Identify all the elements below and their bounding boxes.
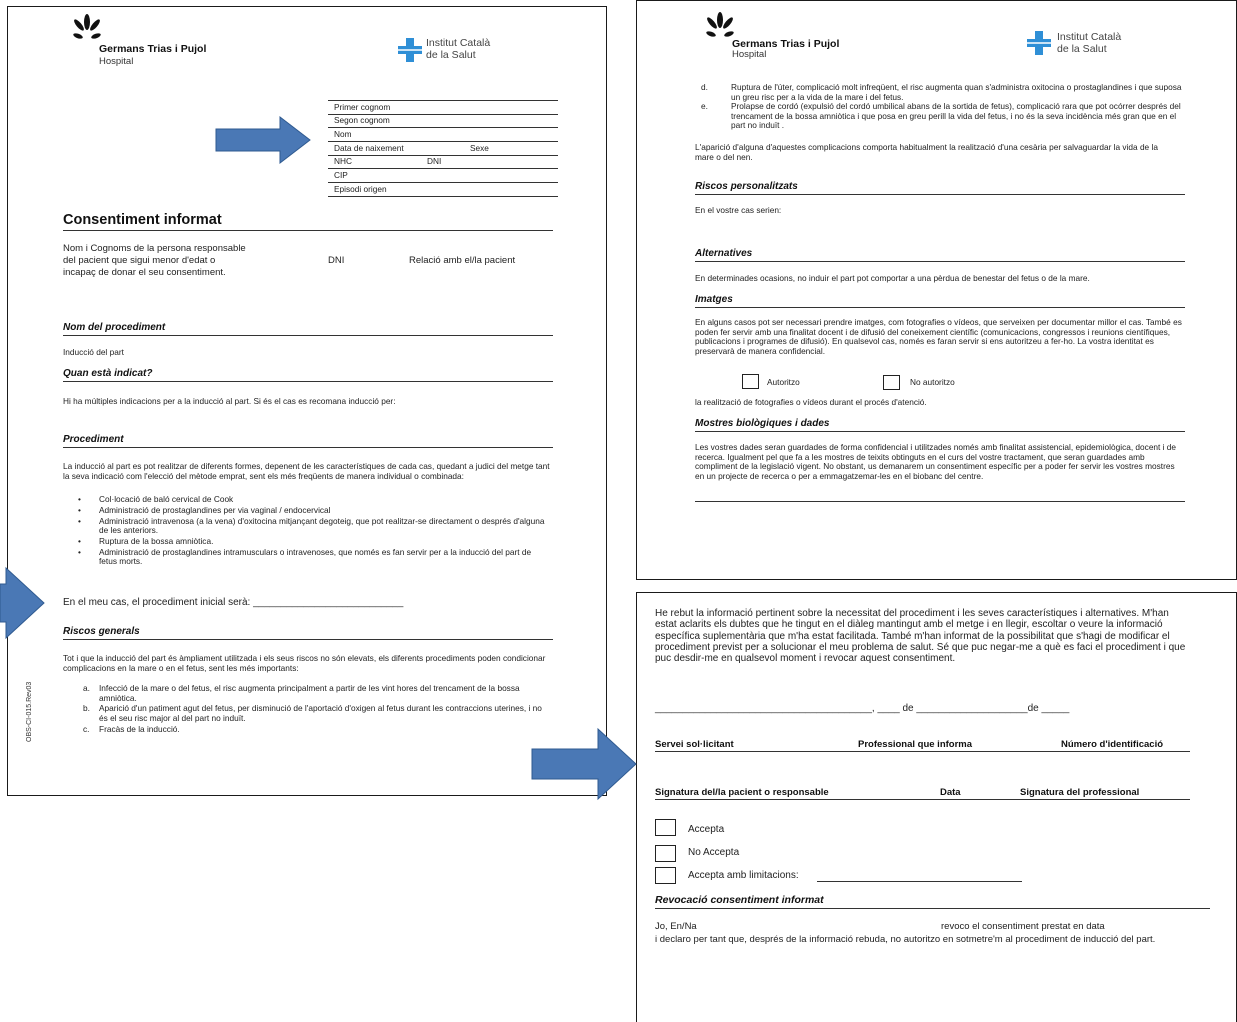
list-item: • Administració intravenosa (a la vena) d'oxitocina mitjançant degoteig, que pot realitzar-se directament o després d'alguna de les anteriors. [63,517,548,536]
list-item: • Administració de prostaglandines intramusculars o intravenoses, que només es fan servir per a la inducció del part de fetus morts. [63,548,548,567]
realitzacio-text: la realització de fotografies o vídeos durant el procés d'atenció. [695,397,927,407]
heading-alternatives: Alternatives [695,248,753,259]
quan-text: Hi ha múltiples indicacions per a la inducció al part. Si és el cas es recomana inducció per: [63,396,396,406]
accepta-checkbox[interactable] [655,819,676,836]
ics-name: Institut Català de la Salut [1057,31,1122,55]
no-autoritzo-label: No autoritzo [910,377,955,387]
list-item: b. Aparició d'un patiment agut del fetus, per disminució de l'aportació d'oxigen al fetus durant les contraccions uterines, i no és el seu risc major al del part no induït. [83,703,542,723]
ics-name: Institut Català de la Salut [426,37,491,61]
aparicio-text: L'aparició d'alguna d'aquestes complicacions comporta habitualment la realització d'una cesària per salvaguardar la vida de la mare o del nen. [695,142,1158,162]
list-item: c. Fracàs de la inducció. [83,723,180,734]
hospital-sub: Hospital [99,56,134,67]
heading-mostres: Mostres biològiques i dades [695,418,830,429]
servei-label: Servei sol·licitant [655,739,734,750]
data-label: Data [940,787,961,798]
field-cip[interactable]: CIP [328,169,558,184]
list-item: e. Prolapse de cordó (expulsió del cordó umbilical abans de la sortida de fetus), complicació rara que pot ocórrer després del trencament de la bossa amniòtica i que posa en greu perill la vida del fetus, i no és la seva incidència més gran que en el part no induït . [701,101,1181,131]
dni-label: DNI [328,255,345,266]
responsible-line-3: incapaç de donar el seu consentiment. [63,267,226,278]
riscos-text: Tot i que la inducció del part és àmpliament utilitzada i els seus riscos no són elevats, els diferents procediments poden condicionar complicacions en la mare o en el fetus, sent les més importants: [63,653,546,673]
hospital-sub: Hospital [732,49,767,60]
jo-en-label: Jo, En/Na [655,921,697,932]
heading-revocacio: Revocació consentiment informat [655,894,824,906]
field-episodi[interactable]: Episodi origen [328,182,558,197]
no-accepta-label: No Accepta [688,847,740,858]
list-item: • Ruptura de la bossa amniòtica. [63,537,548,547]
procediment-text: La inducció al part es pot realitzar de diferents formes, depenent de les característiques de cada cas, quedant a judici del metge tant la seva indicació com l'elecció del mètode emprat, sent els més freqüents de manera individual o combinada: [63,461,550,481]
date-line[interactable]: _______________________________________, ____ de ____________________de _____ [655,703,1070,714]
side-code: OBS-CI-015.Rev03 [26,681,33,742]
page-title: Consentiment informat [63,212,222,228]
revoco-label: revoco el consentiment prestat en data [941,921,1105,932]
bullet-list [63,495,548,568]
field-data-naixement[interactable]: Data de naixement Sexe [328,141,558,156]
list-item: a. Infecció de la mare o del fetus, el risc augmenta principalment a partir de les vint hores del trencament de la bossa amniòtica. [83,683,520,703]
intro-text: He rebut la informació pertinent sobre la necessitat del procediment i les seves característiques i alternatives. M'han estat aclarits els dubtes que he tingut en el diàleg mantingut amb el metge i en llegir, escoltar o veure la informació específica suplementària que m'ha estat facilitada. També m'han informat de la possibilitat que s'hagi de modificar el procediment previst per a solucionar el meu problema de salut. Sé que puc negar-me a què es faci el procediment i que puc desdir-me en qualsevol moment i revocar aquest consentiment. [655,608,1186,665]
arrow-right-icon [0,566,46,640]
signatura-pacient-label: Signatura del/la pacient o responsable [655,787,829,798]
heading-procediment: Procediment [63,434,124,445]
field-segon-cognom[interactable]: Segon cognom [328,114,558,129]
hospital-logo-icon [70,11,104,45]
page-1 [7,6,607,796]
field-primer-cognom[interactable]: Primer cognom [328,100,558,115]
page-2 [636,0,1237,580]
list-item: • Col·locació de baló cervical de Cook [63,495,548,505]
heading-imatges: Imatges [695,294,733,305]
risk-list [63,684,543,736]
accepta-limitacions-checkbox[interactable] [655,867,676,884]
arrow-right-icon [214,115,314,165]
limitacions-input-line[interactable] [817,881,1022,882]
alternatives-text: En determinades ocasions, no induir el part pot comportar a una pèrdua de benestar del fetus o de la mare. [695,273,1090,283]
nom-procediment: Inducció del part [63,347,124,357]
heading-quan: Quan està indicat? [63,368,153,379]
ics-cross-icon [398,38,422,62]
list-item: d. Ruptura de l'úter, complicació molt infreqüent, el risc augmenta quan s'administra oxitocina o prostaglandines i que suposa un greu risc per a la vida de la mare i del fetus. [701,82,1182,102]
page-3 [636,592,1237,1022]
accepta-label: Accepta [688,824,725,835]
responsible-line-2: del pacient que sigui menor d'edat o [63,255,216,266]
accepta-limitacions-label: Accepta amb limitacions: [688,870,799,881]
arrow-right-icon [530,727,640,801]
professional-informa-label: Professional que informa [858,739,973,750]
heading-nom-procediment: Nom del procediment [63,322,166,333]
responsible-line-1: Nom i Cognoms de la persona responsable [63,243,246,254]
list-item: • Administració de prostaglandines per via vaginal / endocervical [63,506,548,516]
autoritzo-checkbox[interactable] [742,374,759,389]
riscos-pers-text: En el vostre cas serien: [695,205,782,215]
hospital-name: Germans Trias i Pujol [99,43,207,55]
no-accepta-checkbox[interactable] [655,845,676,862]
imatges-text: En alguns casos pot ser necessari prendre imatges, com fotografies o vídeos, que serveixen per documentar millor el cas. També es poden fer servir amb una finalitat docent i de difusió del coneixement científic (comunicacions, congressos i reunions científiques, publicacions i programes de difusió). En qualsevol cas, només es faran servir si ens autoritzeu a fer-ho. La vostra identitat es preservarà de manera confidencial. [695,317,1182,356]
heading-riscos-generals: Riscos generals [63,626,140,637]
ics-cross-icon [1027,31,1051,55]
meu-cas-line[interactable]: En el meu cas, el procediment inicial serà: ___________________________ [63,597,404,608]
heading-riscos-personalitzats: Riscos personalitzats [695,181,798,192]
field-nhc[interactable]: NHC DNI [328,155,558,170]
mostres-text: Les vostres dades seran guardades de forma confidencial i utilitzades només amb finalitat assistencial, epidemiològica, docent i de recerca. Igualment pel que fa a les mostres de teixits obtinguts en el curs del vostre tractament, que seran guardades amb compliment de la legislació vigent. No obstant, us demanarem un consentiment específic per a poder fer servir les vostres mostres en un projecte de recerca o per a emmagatzemar-les en el biobanc del centre. [695,442,1177,481]
risk-list-cont [695,83,1187,132]
numero-id-label: Número d'identificació [1061,739,1164,750]
no-autoritzo-checkbox[interactable] [883,375,900,390]
signatura-prof-label: Signatura del professional [1020,787,1140,798]
autoritzo-label: Autoritzo [767,377,800,387]
revoco-text: i declaro per tant que, després de la informació rebuda, no autoritzo en sotmetre'm al procediment de inducció del part. [655,934,1156,945]
hospital-name: Germans Trias i Pujol [732,38,840,50]
field-nom[interactable]: Nom [328,127,558,142]
relation-label: Relació amb el/la pacient [409,255,516,266]
